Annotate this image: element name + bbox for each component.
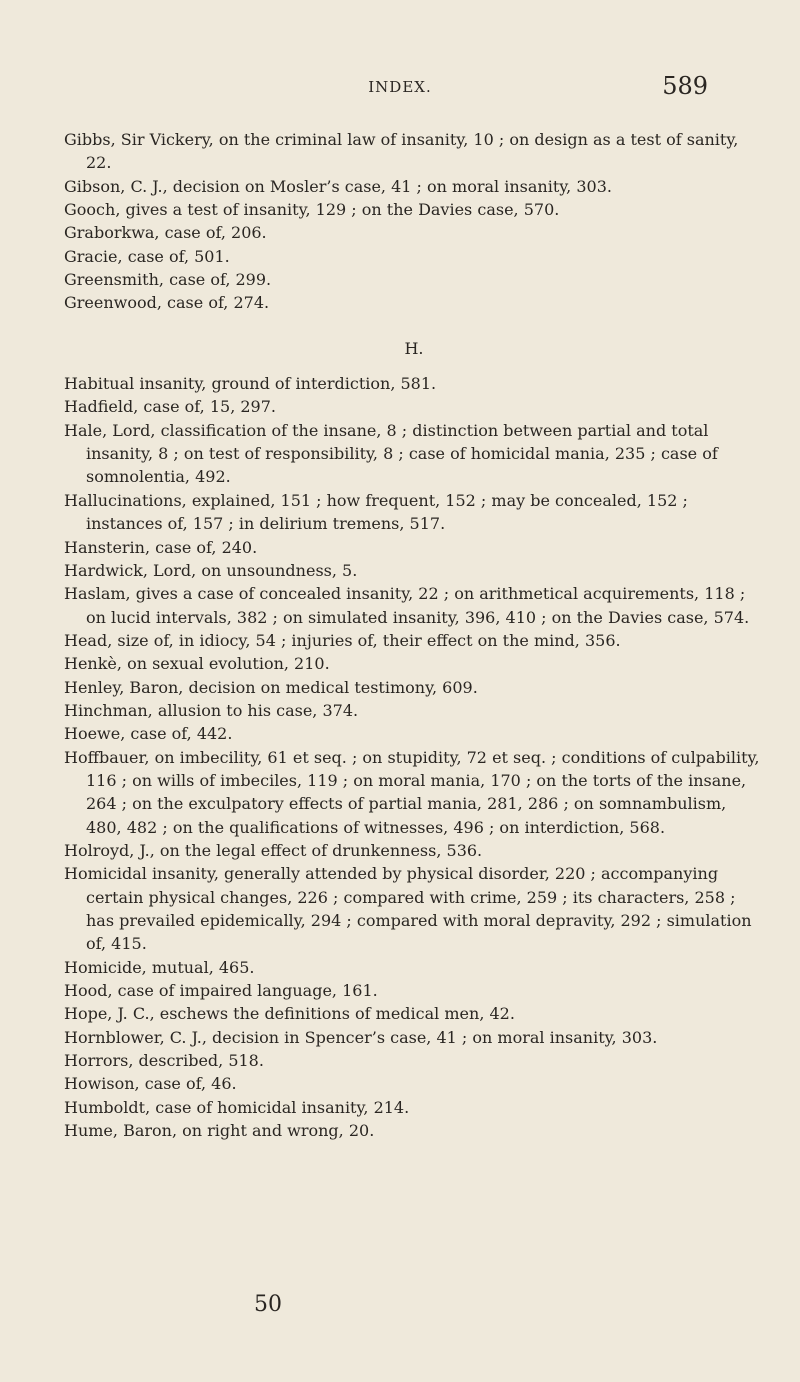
index-section-g: [64, 128, 764, 315]
signature-mark: 50: [254, 1292, 282, 1317]
index-entry: Hale, Lord, classification of the insane, 8 ; distinction between partial and total insanity, 8 ; on test of responsibility, 8 ; case of homicidal mania, 235 ; case of somnolentia, 492.: [64, 420, 718, 487]
index-entry: Haslam, gives a case of concealed insanity, 22 ; on arithmetical acquirements, 118 ; on lucid intervals, 382 ; on simulated insanity, 396, 410 ; on the Davies case, 574.: [64, 584, 750, 627]
running-head: INDEX.: [368, 78, 432, 96]
index-entry: Holroyd, J., on the legal effect of drunkenness, 536.: [64, 840, 483, 860]
index-entry: Hornblower, C. J., decision in Spencer’s case, 41 ; on moral insanity, 303.: [64, 1027, 658, 1047]
index-entry: Hinchman, allusion to his case, 374.: [64, 700, 359, 720]
index-entry: Gooch, gives a test of insanity, 129 ; on the Davies case, 570.: [64, 200, 560, 220]
index-entry: Howison, case of, 46.: [64, 1074, 237, 1094]
index-entry: Hope, J. C., eschews the definitions of medical men, 42.: [64, 1004, 515, 1024]
index-entry: Hume, Baron, on right and wrong, 20.: [64, 1121, 375, 1141]
index-entry: Greenwood, case of, 274.: [64, 293, 270, 313]
index-entry: Gibbs, Sir Vickery, on the criminal law of insanity, 10 ; on design as a test of sanity, 22.: [64, 130, 739, 173]
index-entry: Henley, Baron, decision on medical testimony, 609.: [64, 677, 478, 697]
index-entry: Horrors, described, 518.: [64, 1051, 264, 1071]
index-entry: Habitual insanity, ground of interdiction, 581.: [64, 374, 437, 394]
index-entry: Hoewe, case of, 442.: [64, 724, 233, 744]
index-entry: Hoffbauer, on imbecility, 61 et seq. ; on stupidity, 72 et seq. ; conditions of culpability, 116 ; on wills of imbeciles, 119 ; on moral mania, 170 ; on the torts of the insane, 264 ; on the exculpatory effects of partial mania, 281, 286 ; on somnambulism, 480, 482 ; on the qualifications of witnesses, 496 ; on interdiction, 568.: [64, 747, 760, 837]
index-entry: Hallucinations, explained, 151 ; how frequent, 152 ; may be concealed, 152 ; instances of, 157 ; in delirium tremens, 517.: [64, 490, 688, 534]
index-entry: Graborkwa, case of, 206.: [64, 223, 267, 243]
index-entry: Hadfield, case of, 15, 297.: [64, 397, 276, 417]
index-entry: Head, size of, in idiocy, 54 ; injuries of, their effect on the mind, 356.: [64, 630, 621, 650]
index-body: [64, 128, 764, 1142]
page-number: 589: [662, 72, 708, 100]
index-entry: Homicide, mutual, 465.: [64, 957, 255, 977]
index-entry: Hardwick, Lord, on unsoundness, 5.: [64, 560, 358, 580]
index-entry: Greensmith, case of, 299.: [64, 270, 272, 290]
index-entry: Hood, case of impaired language, 161.: [64, 981, 378, 1001]
index-section-h: [64, 337, 764, 1143]
index-entry: Gracie, case of, 501.: [64, 246, 230, 266]
index-entry: Henkè, on sexual evolution, 210.: [64, 654, 330, 674]
index-entry: Hansterin, case of, 240.: [64, 537, 258, 557]
index-entry: Humboldt, case of homicidal insanity, 214.: [64, 1097, 410, 1117]
index-entry: Homicidal insanity, generally attended by physical disorder, 220 ; accompanying certain physical changes, 226 ; compared with crime, 259 ; its characters, 258 ; has prevailed epidemically, 294 ; compared with moral depravity, 292 ; simulation of, 415.: [64, 864, 752, 954]
index-entry: Gibson, C. J., decision on Mosler’s case, 41 ; on moral insanity, 303.: [64, 176, 612, 196]
section-letter-heading: H.: [404, 338, 424, 358]
